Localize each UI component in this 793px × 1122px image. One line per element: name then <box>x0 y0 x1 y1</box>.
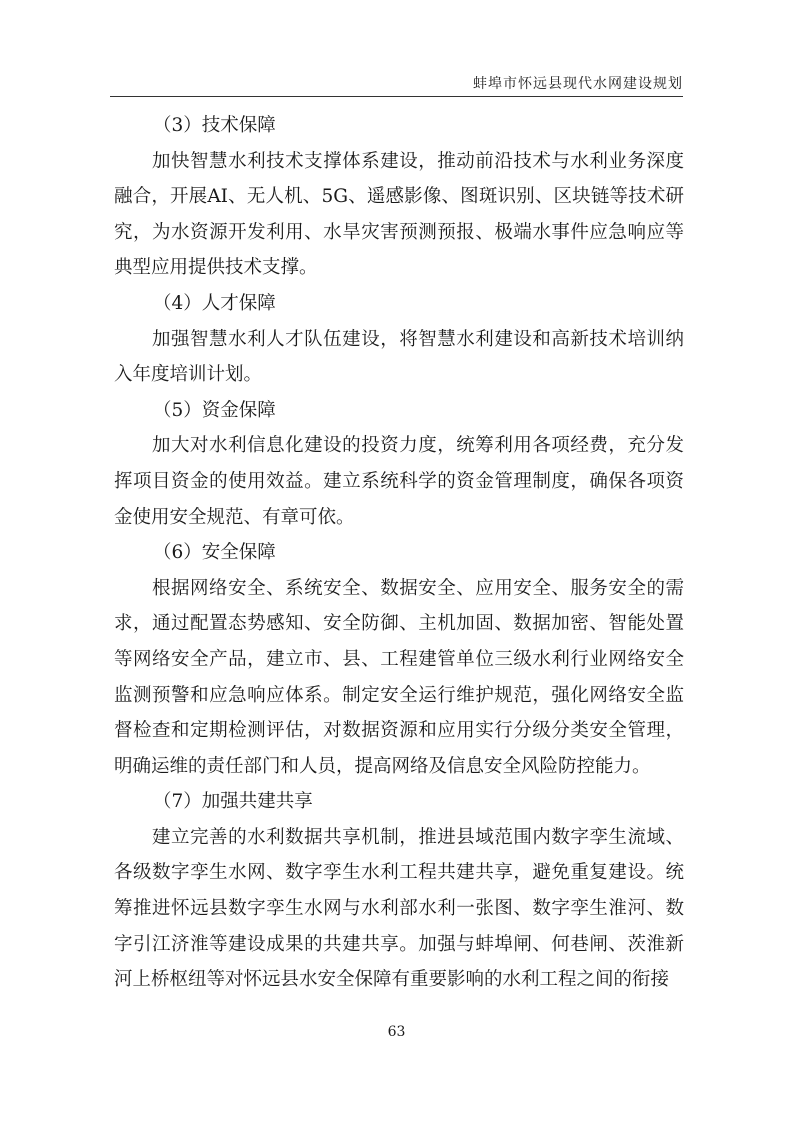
section-body-funding: 加大对水利信息化建设的投资力度，统筹利用各项经费，充分发挥项目资金的使用效益。建立系统科学的资金管理制度，确保各项资金使用安全规范、有章可依。 <box>114 435 684 528</box>
section-body-security: 根据网络安全、系统安全、数据安全、应用安全、服务安全的需求，通过配置态势感知、安全防御、主机加固、数据加密、智能处置等网络安全产品，建立市、县、工程建管单位三级水利行业网络安全监测预警和应急响应体系。制定安全运行维护规范，强化网络安全监督检查和定期检测评估，对数据资源和应用实行分级分类安全管理，明确运维的责任部门和人员，提高网络及信息安全风险防控能力。 <box>114 577 684 777</box>
section-body-sharing: 建立完善的水利数据共享机制，推进县域范围内数字孪生流域、各级数字孪生水网、数字孪生水利工程共建共享，避免重复建设。统筹推进怀远县数字孪生水网与水利部水利一张图、数字孪生淮河、数字引江济淮等建设成果的共建共享。加强与蚌埠闸、何巷闸、茨淮新河上桥枢纽等对怀远县水安全保障有重要影响的水利工程之间的衔接 <box>114 826 684 991</box>
page-number: 63 <box>387 1024 406 1040</box>
section-heading-talent: （4）人才保障 <box>153 292 276 314</box>
header-divider <box>110 96 683 97</box>
section-body-talent: 加强智慧水利人才队伍建设，将智慧水利建设和高新技术培训纳入年度培训计划。 <box>114 328 684 386</box>
document-body <box>114 108 684 998</box>
section-heading-technology: （3）技术保障 <box>153 115 276 136</box>
section-heading-sharing: （7）加强共建共享 <box>153 791 313 813</box>
section-body-technology: 加快智慧水利技术支撑体系建设，推动前沿技术与水利业务深度融合，开展AI、无人机、5G、遥感影像、图斑识别、区块链等技术研究，为水资源开发利用、水旱灾害预测预报、极端水事件应急响应等典型应用提供技术支撑。 <box>114 150 684 279</box>
section-heading-funding: （5）资金保障 <box>153 399 276 421</box>
section-heading-security: （6）安全保障 <box>153 542 276 564</box>
page-header-title: 蚌埠市怀远县现代水网建设规划 <box>473 76 683 92</box>
